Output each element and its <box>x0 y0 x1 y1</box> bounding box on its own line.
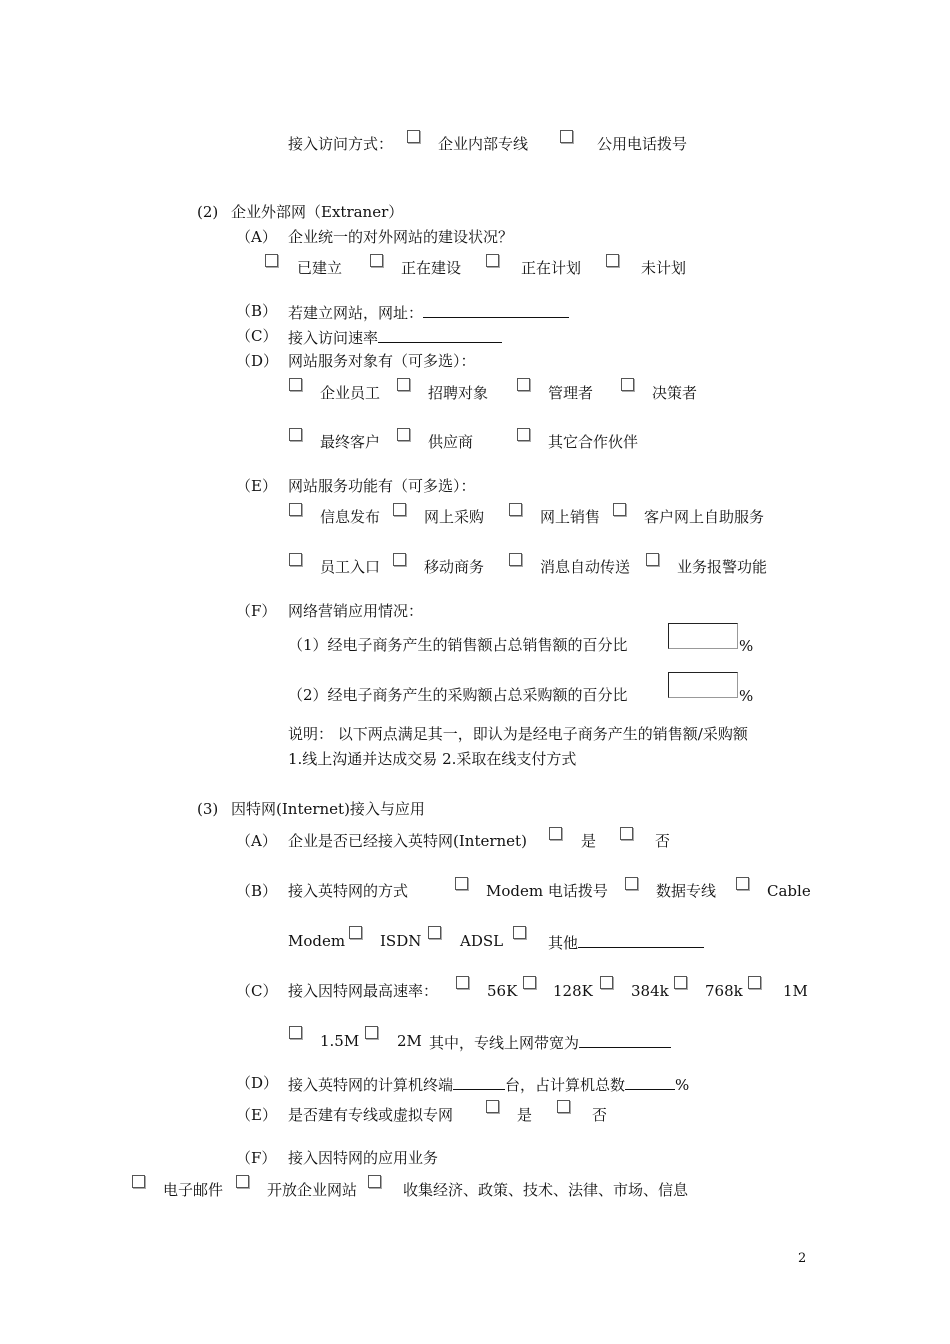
option-checkbox[interactable] <box>236 1175 249 1188</box>
sales-ratio-label: （1）经电子商务产生的销售额占总销售额的百分比 <box>288 636 628 654</box>
option-label: 2M <box>397 1032 422 1050</box>
terminal-percent-blank[interactable] <box>625 1074 675 1090</box>
option-checkbox[interactable] <box>455 877 468 890</box>
option-label: 电子邮件 <box>163 1181 224 1199</box>
option-label: 128K <box>553 982 593 1000</box>
note-line: 说明： 以下两点满足其一，即认为是经电子商务产生的销售额/采购额 <box>288 725 748 743</box>
option-checkbox[interactable] <box>621 378 634 391</box>
section-heading: 企业外部网（Extraner） <box>231 203 404 221</box>
option-checkbox[interactable] <box>289 553 302 566</box>
option-checkbox[interactable] <box>509 553 522 566</box>
option-checkbox[interactable] <box>509 503 522 516</box>
option-label: 决策者 <box>652 384 698 402</box>
option-label: 业务报警功能 <box>677 558 768 576</box>
access-option-checkbox[interactable] <box>407 130 420 143</box>
option-checkbox[interactable] <box>517 378 530 391</box>
speed-blank[interactable] <box>378 327 502 343</box>
option-checkbox[interactable] <box>748 976 761 989</box>
question-tag: （F） <box>236 1149 277 1167</box>
option-label: 否 <box>655 832 671 850</box>
option-label: Modem 电话拨号 <box>486 882 608 900</box>
option-checkbox[interactable] <box>289 503 302 516</box>
option-label: ADSL <box>460 932 504 950</box>
option-checkbox[interactable] <box>397 378 410 391</box>
option-label: 未计划 <box>641 259 687 277</box>
option-label: 招聘对象 <box>428 384 489 402</box>
option-checkbox[interactable] <box>517 428 530 441</box>
other-blank[interactable] <box>578 932 704 948</box>
option-label: 移动商务 <box>424 558 485 576</box>
option-checkbox[interactable] <box>368 1175 381 1188</box>
question-text: 接入英特网的方式 <box>288 882 409 900</box>
option-checkbox[interactable] <box>736 877 749 890</box>
option-checkbox[interactable] <box>674 976 687 989</box>
option-label: 56K <box>487 982 518 1000</box>
question-text: 网络营销应用情况： <box>288 602 424 620</box>
option-label: 其他 <box>548 932 704 952</box>
option-checkbox[interactable] <box>600 976 613 989</box>
option-checkbox[interactable] <box>365 1026 378 1039</box>
option-checkbox[interactable] <box>620 827 633 840</box>
option-checkbox[interactable] <box>549 827 562 840</box>
option-checkbox[interactable] <box>393 503 406 516</box>
percent-sign: % <box>739 687 754 705</box>
option-checkbox[interactable] <box>289 428 302 441</box>
question-tag: （D） <box>236 352 279 370</box>
question-text: 企业统一的对外网站的建设状况？ <box>288 228 514 246</box>
option-label: 供应商 <box>428 433 474 451</box>
question-tag: （F） <box>236 602 277 620</box>
question-text: 企业是否已经接入英特网(Internet) <box>288 832 527 850</box>
option-label: 开放企业网站 <box>267 1181 358 1199</box>
option-checkbox[interactable] <box>370 254 383 267</box>
option-checkbox[interactable] <box>265 254 278 267</box>
question-text: 若建立网站，网址： <box>288 302 569 322</box>
section-heading: 因特网(Internet)接入与应用 <box>231 800 425 818</box>
access-option-checkbox[interactable] <box>560 130 573 143</box>
question-tag: （C） <box>236 982 278 1000</box>
note-line: 1.线上沟通并达成交易 2.采取在线支付方式 <box>288 750 577 768</box>
access-method-label: 接入访问方式： <box>288 135 394 153</box>
question-text: 网站服务对象有（可多选）： <box>288 352 476 370</box>
option-label: 消息自动传送 <box>540 558 631 576</box>
percent-sign: % <box>739 637 754 655</box>
question-text: 接入英特网的计算机终端 台，占计算机总数 % <box>288 1076 690 1094</box>
option-checkbox[interactable] <box>393 553 406 566</box>
option-label: 企业员工 <box>320 384 381 402</box>
option-label: 网上采购 <box>424 508 485 526</box>
option-label: 是 <box>517 1106 533 1124</box>
sales-ratio-input[interactable] <box>668 623 738 649</box>
option-checkbox[interactable] <box>625 877 638 890</box>
question-tag: （A） <box>236 228 277 246</box>
question-text: 接入访问速率 <box>288 327 502 347</box>
question-tag: （E） <box>236 1106 277 1124</box>
option-label: 数据专线 <box>656 882 717 900</box>
option-label: 否 <box>592 1106 608 1124</box>
question-tag: （B） <box>236 882 278 900</box>
option-checkbox[interactable] <box>513 926 526 939</box>
section-number: (3) <box>197 800 219 818</box>
option-checkbox[interactable] <box>606 254 619 267</box>
option-label: 已建立 <box>297 259 343 277</box>
question-text: 接入因特网最高速率： <box>288 982 439 1000</box>
option-label: 是 <box>581 832 597 850</box>
option-checkbox[interactable] <box>523 976 536 989</box>
question-tag: （C） <box>236 327 278 345</box>
option-checkbox[interactable] <box>397 428 410 441</box>
option-checkbox[interactable] <box>613 503 626 516</box>
terminal-count-blank[interactable] <box>453 1074 505 1090</box>
option-label: Cable <box>767 882 811 900</box>
question-text: 接入因特网的应用业务 <box>288 1149 439 1167</box>
option-checkbox[interactable] <box>289 378 302 391</box>
purchase-ratio-input[interactable] <box>668 672 738 698</box>
page-number: 2 <box>798 1251 807 1266</box>
option-checkbox[interactable] <box>289 1026 302 1039</box>
question-text: 网站服务功能有（可多选）： <box>288 477 476 495</box>
option-label: 信息发布 <box>320 508 381 526</box>
option-label: ISDN <box>380 932 422 950</box>
option-label: 其它合作伙伴 <box>548 433 639 451</box>
purchase-ratio-label: （2）经电子商务产生的采购额占总采购额的百分比 <box>288 686 628 704</box>
option-checkbox[interactable] <box>456 976 469 989</box>
option-checkbox[interactable] <box>428 926 441 939</box>
question-text: 是否建有专线或虚拟专网 <box>288 1106 454 1124</box>
option-label: 384k <box>631 982 669 1000</box>
option-checkbox[interactable] <box>557 1100 570 1113</box>
option-checkbox[interactable] <box>486 1100 499 1113</box>
question-tag: （D） <box>236 1074 279 1092</box>
option-label: 员工入口 <box>320 558 381 576</box>
question-tag: （B） <box>236 302 278 320</box>
option-label: 客户网上自助服务 <box>644 508 765 526</box>
option-label: 正在建设 <box>401 259 462 277</box>
option-label-continued: Modem <box>288 932 346 950</box>
option-label: 正在计划 <box>521 259 582 277</box>
option-label: 管理者 <box>548 384 594 402</box>
question-text: 其中，专线上网带宽为 <box>429 1032 671 1052</box>
option-label: 1M <box>783 982 808 1000</box>
access-option-label: 企业内部专线 <box>438 135 529 153</box>
option-label: 网上销售 <box>540 508 601 526</box>
option-label: 768k <box>705 982 743 1000</box>
option-label: 1.5M <box>320 1032 360 1050</box>
option-label: 收集经济、政策、技术、法律、市场、信息 <box>403 1181 689 1199</box>
question-tag: （E） <box>236 477 277 495</box>
option-checkbox[interactable] <box>646 553 659 566</box>
question-tag: （A） <box>236 832 277 850</box>
bandwidth-blank[interactable] <box>579 1032 671 1048</box>
option-checkbox[interactable] <box>132 1175 145 1188</box>
section-number: (2) <box>197 203 219 221</box>
access-option-label: 公用电话拨号 <box>597 135 688 153</box>
option-label: 最终客户 <box>320 433 381 451</box>
option-checkbox[interactable] <box>349 926 362 939</box>
url-blank[interactable] <box>423 302 569 318</box>
option-checkbox[interactable] <box>486 254 499 267</box>
